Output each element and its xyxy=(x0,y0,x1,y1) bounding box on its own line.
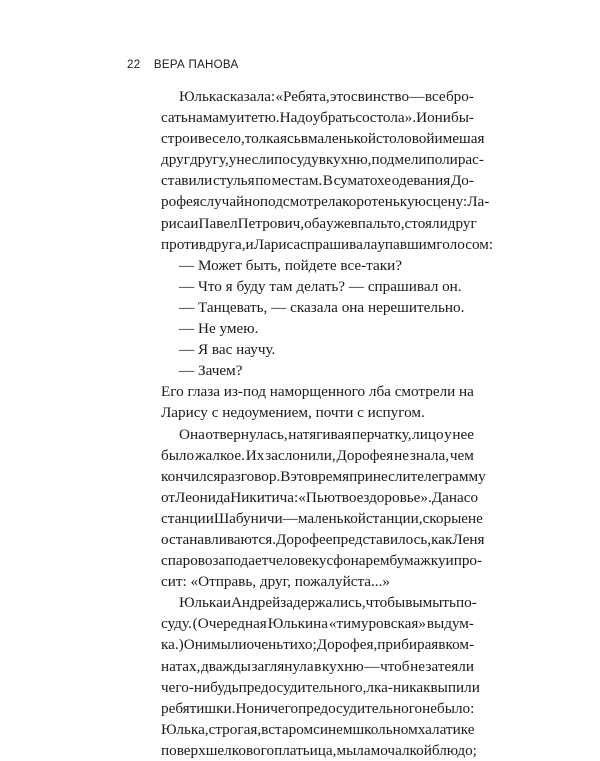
text-line: поверх шелкового платьица, мыла мочалкой блюдо; xyxy=(161,741,477,759)
text-line: Юлька и Андрей задержались, чтобы вымыть по- xyxy=(179,594,477,612)
text-line: Она отвернулась, натягивая перчатку, лицо у нее xyxy=(179,425,474,443)
text-line: было жалкое. Их заслонили, Дорофея не знала, чем xyxy=(161,446,474,464)
text-line: сать на маму и тетю. Надо убрать со стола». И они бы- xyxy=(161,109,474,127)
page-number: 22 xyxy=(127,59,141,71)
text-line: от Леонида Никитича: «Пью твое здоровье». Дана со xyxy=(161,488,479,506)
text-line: ставили стулья по местам. В суматохе одевания До- xyxy=(161,172,474,190)
text-line: с паровоза подает человеку с фонарем бумажку и про- xyxy=(161,552,483,570)
author-name: ВЕРА ПАНОВА xyxy=(153,59,239,71)
text-line: останавливаются. Дорофее представилось, как Леня xyxy=(161,530,485,548)
text-line: суду. (Очередная Юлькина «тимуровская» выдум- xyxy=(161,615,474,633)
text-line: стро и весело, толкаясь в маленькой столовой и мешая xyxy=(161,130,485,148)
text-line: — Зачем? xyxy=(179,362,243,380)
text-line: — Я вас научу. xyxy=(179,341,276,359)
text-line: Ларису с недоумением, почти с испугом. xyxy=(161,404,425,422)
text-line: — Танцевать, — сказала она нерешительно. xyxy=(179,298,465,316)
text-line: ребятишки. Но ничего предосудительного не было: xyxy=(161,699,475,717)
text-line: рофея случайно подсмотрела коротенькую сцену: Ла- xyxy=(161,193,490,211)
text-line: — Не умею. xyxy=(179,320,259,338)
text-line: риса и Павел Петрович, оба уже в пальто, стояли друг xyxy=(161,214,477,232)
running-head xyxy=(127,59,238,71)
text-line: станции Шабуничи — маленькой станции, скорые не xyxy=(161,509,483,527)
text-line: Юлька сказала: «Ребята, это свинство — все бро- xyxy=(179,88,474,105)
body-text xyxy=(161,86,494,761)
text-line: сит: «Отправь, друг, пожалуйста...» xyxy=(161,573,390,591)
text-line: ка.) Они мыли очень тихо; Дорофея, прибирая в ком- xyxy=(161,636,475,654)
text-line: — Может быть, пойдете все-таки? xyxy=(179,256,402,274)
text-line: друг другу, унесли посуду в кухню, подмели пол и рас- xyxy=(161,151,484,169)
text-line: чего-нибудь предосудительного, лка-никак выпили xyxy=(161,678,480,696)
text-line: против друга, и Лариса спрашивала упавшим голосом: xyxy=(161,235,494,253)
text-line: кончился разговор. В это время принесли телеграмму xyxy=(161,467,486,485)
text-line: натах, дважды заглянула в кухню — чтоб не затеяли xyxy=(161,657,474,675)
text-line: — Что я буду там делать? — спрашивал он. xyxy=(179,277,462,295)
text-line: Юлька, строгая, в старом синем школьном халатике xyxy=(161,720,475,738)
text-line: Его глаза из-под наморщенного лба смотрели на xyxy=(161,383,474,401)
